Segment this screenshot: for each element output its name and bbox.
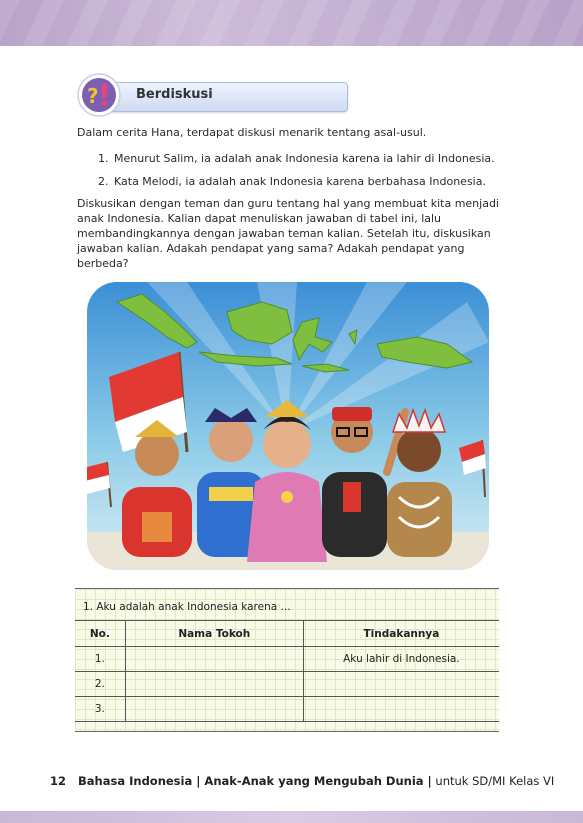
table-cell-tindakannya[interactable] xyxy=(303,672,499,697)
intro-paragraph: Dalam cerita Hana, terdapat diskusi menarik tentang asal-usul. xyxy=(77,126,427,139)
children-indonesia-illustration xyxy=(87,282,489,570)
question-exclamation-icon xyxy=(76,72,122,118)
list-item-number: 2. xyxy=(98,175,109,188)
table-cell-tindakannya[interactable] xyxy=(303,697,499,722)
list-item-text: Kata Melodi, ia adalah anak Indonesia karena berbahasa Indonesia. xyxy=(114,175,486,188)
top-decorative-band xyxy=(0,0,583,46)
page-footer xyxy=(50,774,554,788)
page-number: 12 xyxy=(50,774,67,788)
table-caption: 1. Aku adalah anak Indonesia karena ... xyxy=(83,601,291,613)
table-row xyxy=(75,672,499,697)
list-item-number: 1. xyxy=(98,152,109,165)
bottom-decorative-band xyxy=(0,811,583,823)
column-header-nama-tokoh: Nama Tokoh xyxy=(125,621,303,647)
table-cell-nama-tokoh[interactable] xyxy=(125,647,303,672)
table-cell-tindakannya[interactable]: Aku lahir di Indonesia. xyxy=(303,647,499,672)
table-cell-no: 3. xyxy=(75,697,125,722)
table-row xyxy=(75,697,499,722)
footer-grade: untuk SD/MI Kelas VI xyxy=(431,774,555,788)
table-cell-nama-tokoh[interactable] xyxy=(125,697,303,722)
list-item xyxy=(98,151,495,166)
section-badge xyxy=(76,72,346,118)
list-item xyxy=(98,174,486,189)
column-header-tindakannya: Tindakannya xyxy=(303,621,499,647)
section-badge-bar xyxy=(96,82,348,112)
table-cell-no: 1. xyxy=(75,647,125,672)
svg-text:?: ? xyxy=(87,84,99,108)
table-cell-no: 2. xyxy=(75,672,125,697)
table-cell-nama-tokoh[interactable] xyxy=(125,672,303,697)
list-item-text: Menurut Salim, ia adalah anak Indonesia karena ia lahir di Indonesia. xyxy=(114,152,495,165)
table-row xyxy=(75,647,499,672)
table-header-row xyxy=(75,621,499,647)
answer-table-area xyxy=(75,588,499,732)
answer-table xyxy=(75,620,499,722)
section-title: Berdiskusi xyxy=(136,87,213,102)
column-header-no: No. xyxy=(75,621,125,647)
instruction-paragraph: Diskusikan dengan teman dan guru tentang hal yang membuat kita menjadi anak Indonesia. Kalian dapat menuliskan jawaban di tabel ini, lalu membandingkannya dengan jawaban teman kalian. Setelah itu, diskusikan jawaban kalian. Adakah pendapat yang sama? Adakah pendapat yang berbeda? xyxy=(77,197,499,270)
footer-book-title: Bahasa Indonesia | Anak-Anak yang Mengubah Dunia | xyxy=(78,774,432,788)
